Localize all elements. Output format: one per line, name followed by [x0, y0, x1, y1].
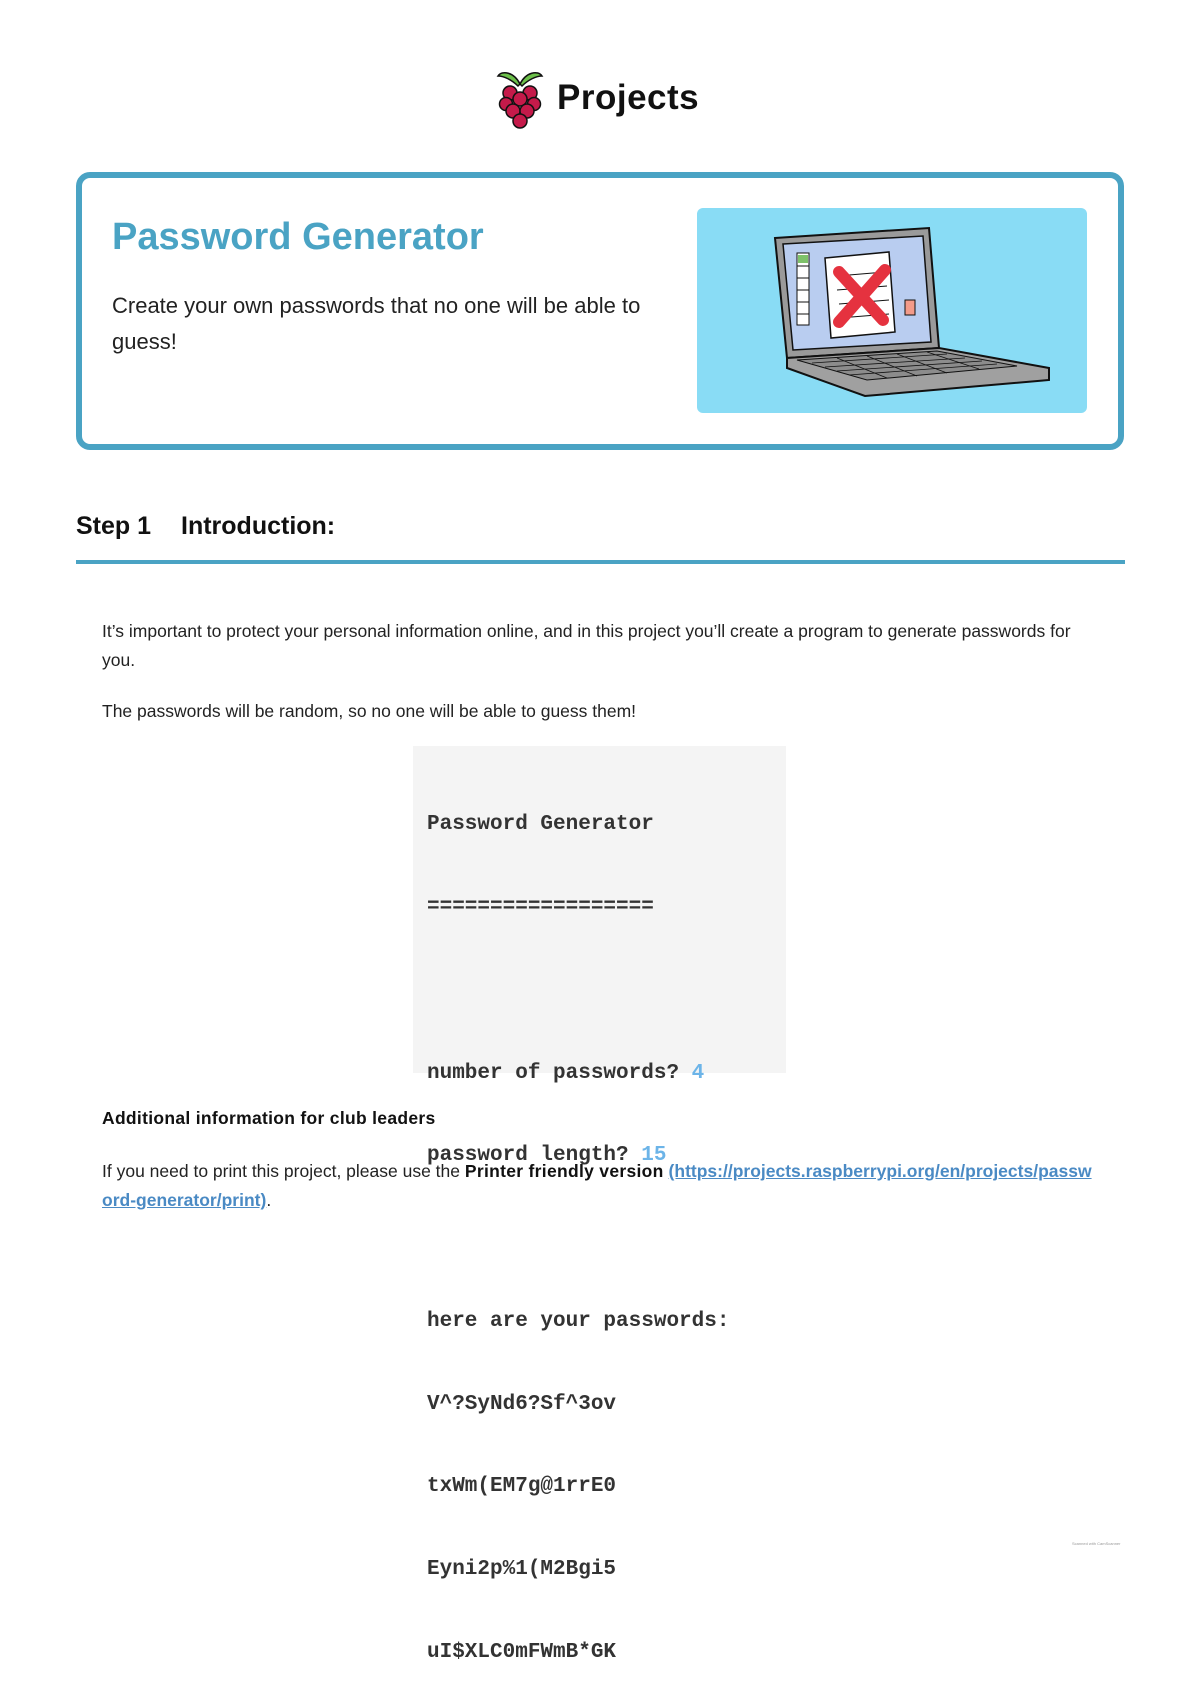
password-line: Eyni2p%1(M2Bgi5 [427, 1558, 617, 1582]
club-leaders-text [102, 1157, 1097, 1215]
code-result-heading: here are your passwords: [427, 1309, 730, 1333]
length-prompt: password length? [427, 1144, 642, 1168]
club-leaders-heading: Additional information for club leaders [102, 1108, 436, 1128]
project-hero-card [76, 172, 1124, 450]
printer-friendly-label: Printer friendly version [464, 1161, 664, 1181]
print-intro-text: If you need to print this project, please use the [102, 1161, 465, 1181]
code-count-line [427, 1060, 786, 1088]
printer-friendly-link[interactable]: (https://projects.raspberrypi.org/en/projects/password-generator/print) [102, 1161, 1092, 1210]
raspberry-pi-logo-icon [494, 66, 546, 130]
step-heading [76, 510, 1125, 564]
password-line: V^?SyNd6?Sf^3ov [427, 1392, 617, 1416]
password-line: txWm(EM7g@1rrE0 [427, 1475, 617, 1499]
print-period: . [266, 1190, 272, 1210]
count-prompt: number of passwords? [427, 1061, 692, 1085]
step-number: Step 1 [76, 512, 152, 540]
hero-illustration [697, 208, 1087, 413]
project-subtitle: Create your own passwords that no one will be able to guess! [112, 293, 641, 354]
code-title: Password Generator [427, 813, 654, 837]
count-value: 4 [691, 1061, 705, 1085]
step-title: Introduction: [181, 512, 336, 540]
password-line: uI$XLC0mFWmB*GK [427, 1641, 617, 1664]
length-value: 15 [641, 1144, 667, 1168]
intro-paragraph-2: The passwords will be random, so no one will be able to guess them! [102, 701, 637, 721]
laptop-with-cross-icon [697, 208, 1087, 413]
page-header [0, 66, 1200, 136]
scanner-watermark: Scanned with CamScanner [1072, 1541, 1121, 1546]
brand-title: Projects [557, 78, 700, 117]
intro-paragraph-1: It’s important to protect your personal information online, and in this project you’ll create a program to generate passwords for you. [102, 621, 1071, 670]
code-underline: ================== [427, 895, 654, 919]
project-title: Password Generator [112, 216, 484, 258]
